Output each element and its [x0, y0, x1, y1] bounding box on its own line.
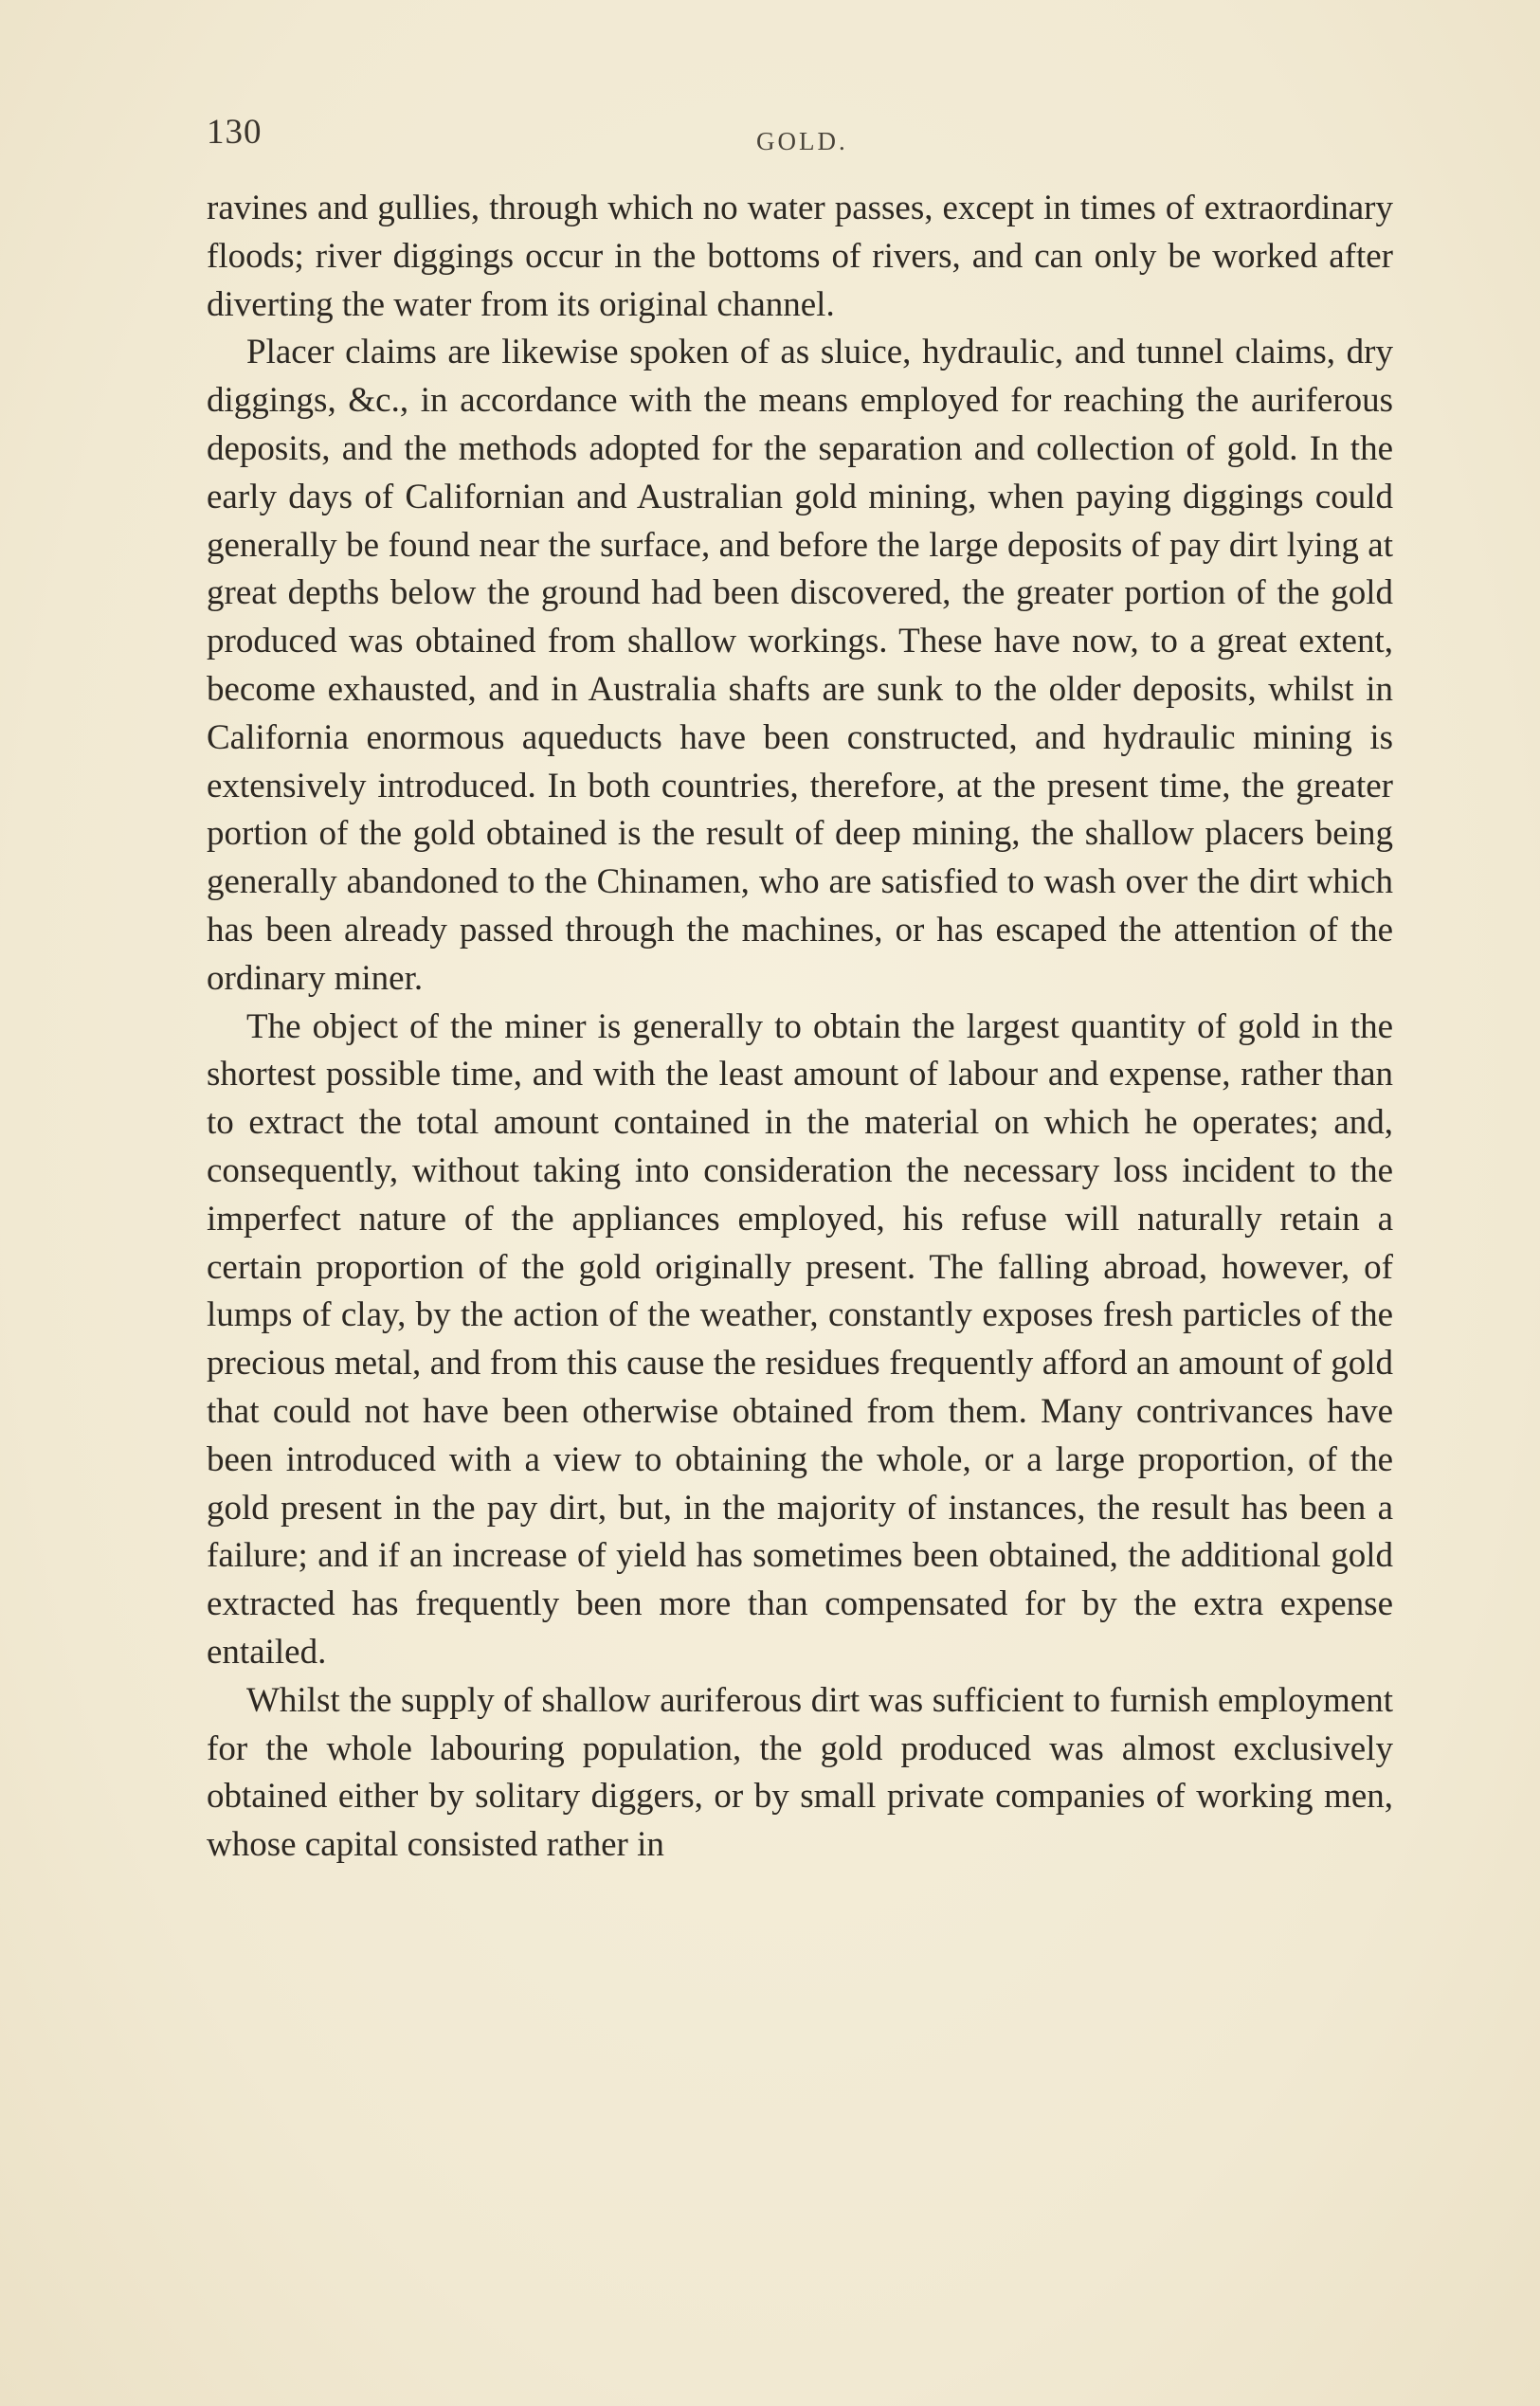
paragraph-object-of-miner: The object of the miner is generally to obtain the largest quantity of gold in the shortest possible time, and with the least amount of labour and expense, rather than to extract the total amount contained in the material on which he operates; and, consequently, without taking into consideration the necessary loss incident to the imperfect nature of the appliances employed, his refuse will naturally retain a certain proportion of the gold originally present. The falling abroad, however, of lumps of clay, by the action of the weather, constantly exposes fresh particles of the precious metal, and from this cause the residues frequently afford an amount of gold that could not have been otherwise obtained from them. Many contrivances have been introduced with a view to obtaining the whole, or a large proportion, of the gold present in the pay dirt, but, in the majority of instances, the result has been a failure; and if an increase of yield has sometimes been obtained, the additional gold extracted has frequently been more than compensated for by the extra expense entailed.: [207, 1006, 1393, 1672]
running-head: [207, 112, 1399, 159]
running-title: GOLD.: [756, 127, 848, 155]
paragraph-continued: ravines and gullies, through which no water passes, except in times of extraordinary floods; river diggings occur in the bottoms of rivers, and can only be worked after diverting the water from its original channel.: [207, 189, 1393, 324]
body-text: [207, 185, 1393, 1870]
page-number: 130: [207, 113, 263, 152]
paragraph-shallow-supply: Whilst the supply of shallow auriferous dirt was sufficient to furnish employment for the whole labouring population, the gold produced was almost exclusively obtained either by solitary diggers, or by small private companies of working men, whose capital consisted rather in: [207, 1680, 1393, 1865]
paragraph-placer-claims: Placer claims are likewise spoken of as sluice, hydraulic, and tunnel claims, dry diggings, &c., in accordance with the means employed for reaching the auriferous deposits, and the methods adopted for the separation and collection of gold. In the early days of Californian and Australian gold mining, when paying diggings could generally be found near the surface, and before the large deposits of pay dirt lying at great depths below the ground had been discovered, the greater portion of the gold produced was obtained from shallow workings. These have now, to a great extent, become exhausted, and in Australia shafts are sunk to the older deposits, whilst in California enormous aqueducts have been constructed, and hydraulic mining is extensively introduced. In both countries, therefore, at the present time, the greater portion of the gold obtained is the result of deep mining, the shallow placers being generally abandoned to the Chinamen, who are satisfied to wash over the dirt which has been already passed through the machines, or has escaped the attention of the ordinary miner.: [207, 333, 1393, 998]
